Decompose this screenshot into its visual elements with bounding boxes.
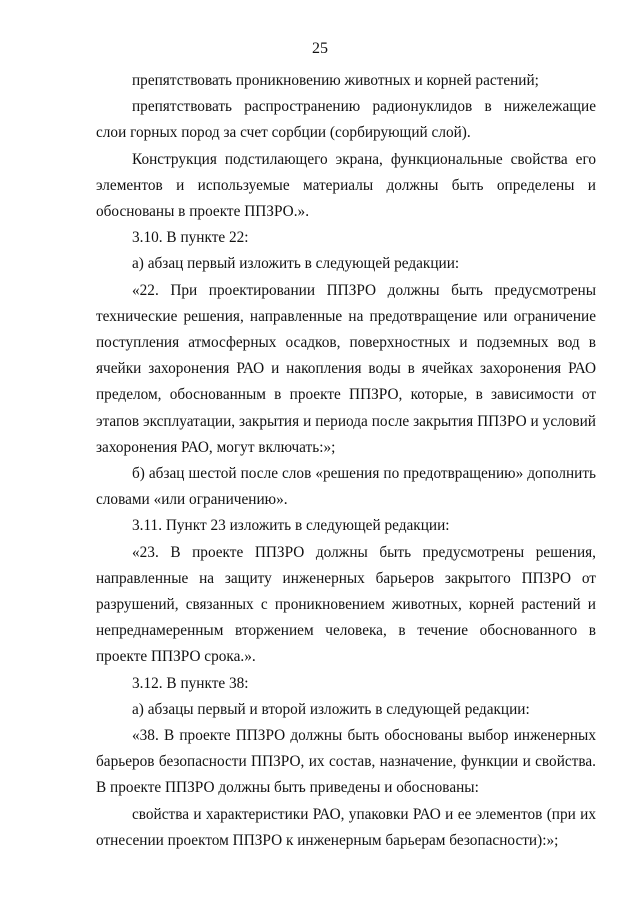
paragraph: б) абзац шестой после слов «решения по предотвращению» дополнить словами «или ограничению». <box>96 465 596 509</box>
paragraph: 3.12. В пункте 38: <box>132 674 249 692</box>
paragraph: «38. В проекте ППЗРО должны быть обоснованы выбор инженерных барьеров безопасности ППЗРО, их состав, назначение, функции и свойства. В проекте ППЗРО должны быть приведены и обоснованы: <box>96 727 596 797</box>
paragraph: а) абзацы первый и второй изложить в следующей редакции: <box>132 700 530 718</box>
paragraph: препятствовать распространению радионуклидов в нижележащие слои горных пород за счет сорбции (сорбирующий слой). <box>96 98 596 142</box>
page-number: 25 <box>312 40 328 57</box>
paragraph: «23. В проекте ППЗРО должны быть предусмотрены решения, направленные на защиту инженерных барьеров закрытого ППЗРО от разрушений, связанных с проникновением животных, корней растений и непреднамеренным вторжением человека, в течение обоснованного в проекте ППЗРО срока.». <box>96 543 596 666</box>
paragraph: Конструкция подстилающего экрана, функциональные свойства его элементов и используемые материалы должны быть определены и обоснованы в проекте ППЗРО.». <box>96 150 596 221</box>
paragraph: свойства и характеристики РАО, упаковки РАО и ее элементов (при их отнесении проектом ППЗРО к инженерным барьерам безопасности):»; <box>96 805 596 849</box>
paragraph: «22. При проектировании ППЗРО должны быть предусмотрены технические решения, направленные на предотвращение или ограничение поступления атмосферных осадков, поверхностных и подземных вод в ячейки захоронения РАО и накопления воды в ячейках захоронения РАО пределом, обоснованным в проекте ППЗРО, которые, в зависимости от этапов эксплуатации, закрытия и периода после закрытия ППЗРО и условий захоронения РАО, могут включать:»; <box>96 281 596 456</box>
paragraph: препятствовать проникновению животных и корней растений; <box>132 72 539 89</box>
paragraph: 3.11. Пункт 23 изложить в следующей редакции: <box>132 517 450 535</box>
paragraph: а) абзац первый изложить в следующей редакции: <box>132 255 460 273</box>
paragraph: 3.10. В пункте 22: <box>132 229 249 247</box>
document-body <box>96 68 596 854</box>
